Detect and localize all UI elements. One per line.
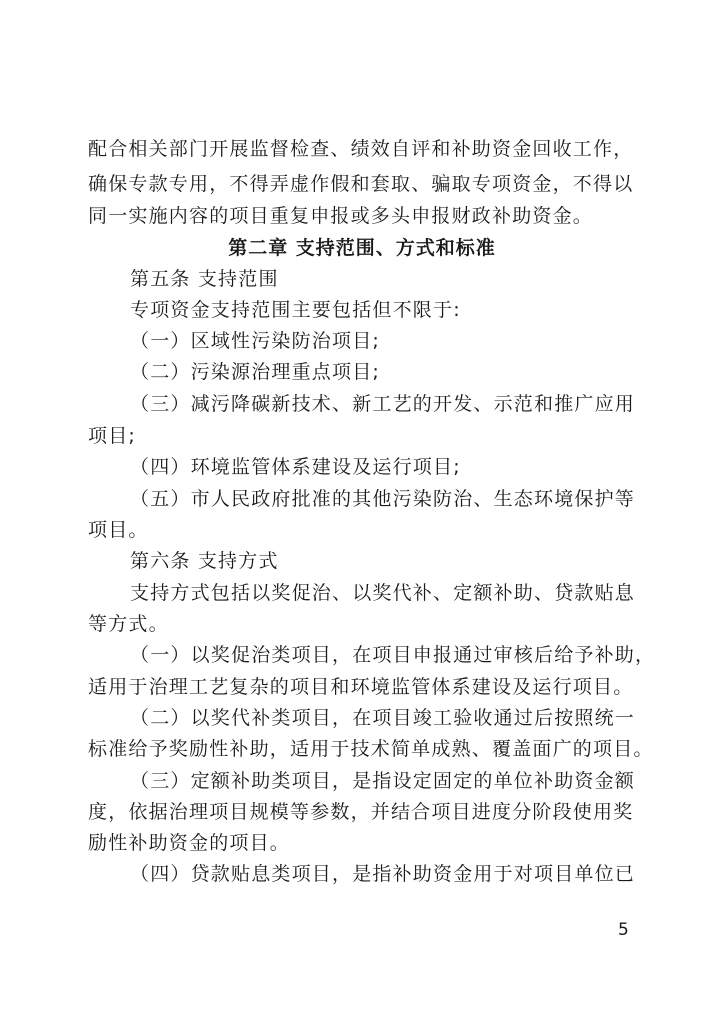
list-item: （二）污染源治理重点项目; <box>130 361 381 383</box>
list-item: （一）以奖促治类项目，在项目申报通过审核后给予补助， <box>130 644 656 666</box>
list-item-continuation: 适用于治理工艺复杂的项目和环境监管体系建设及运行项目。 <box>88 676 634 698</box>
paragraph-line: 同一实施内容的项目重复申报或多头申报财政补助资金。 <box>88 205 594 227</box>
article-heading: 第五条 支持范围 <box>130 268 279 290</box>
paragraph-line: 专项资金支持范围主要包括但不限于: <box>130 299 461 321</box>
list-item: （四）环境监管体系建设及运行项目; <box>130 456 461 478</box>
paragraph-line: 配合相关部门开展监督检查、绩效自评和补助资金回收工作， <box>88 138 634 160</box>
page-number: 5 <box>618 920 629 940</box>
list-item-continuation: 项目; <box>88 425 137 447</box>
paragraph-line: 等方式。 <box>88 613 169 635</box>
article-heading: 第六条 支持方式 <box>130 550 279 572</box>
list-item: （五）市人民政府批准的其他污染防治、生态环境保护等 <box>130 488 636 510</box>
paragraph-line: 支持方式包括以奖促治、以奖代补、定额补助、贷款贴息 <box>130 582 636 604</box>
list-item: （三）减污降碳新技术、新工艺的开发、示范和推广应用 <box>130 393 636 415</box>
list-item: （四）贷款贴息类项目，是指补助资金用于对项目单位已 <box>130 863 636 885</box>
list-item-continuation: 度，依据治理项目规模等参数，并结合项目进度分阶段使用奖 <box>88 801 634 823</box>
list-item-continuation: 项目。 <box>88 519 149 541</box>
paragraph-line: 确保专款专用，不得弄虚作假和套取、骗取专项资金，不得以 <box>88 173 634 195</box>
chapter-heading: 第二章 支持范围、方式和标准 <box>228 237 496 259</box>
list-item-continuation: 标准给予奖励性补助，适用于技术简单成熟、覆盖面广的项目。 <box>88 738 654 760</box>
list-item: （一）区域性污染防治项目; <box>130 330 381 352</box>
list-item: （二）以奖代补类项目，在项目竣工验收通过后按照统一 <box>130 707 636 729</box>
list-item-continuation: 励性补助资金的项目。 <box>88 832 291 854</box>
list-item: （三）定额补助类项目，是指设定固定的单位补助资金额 <box>130 770 636 792</box>
